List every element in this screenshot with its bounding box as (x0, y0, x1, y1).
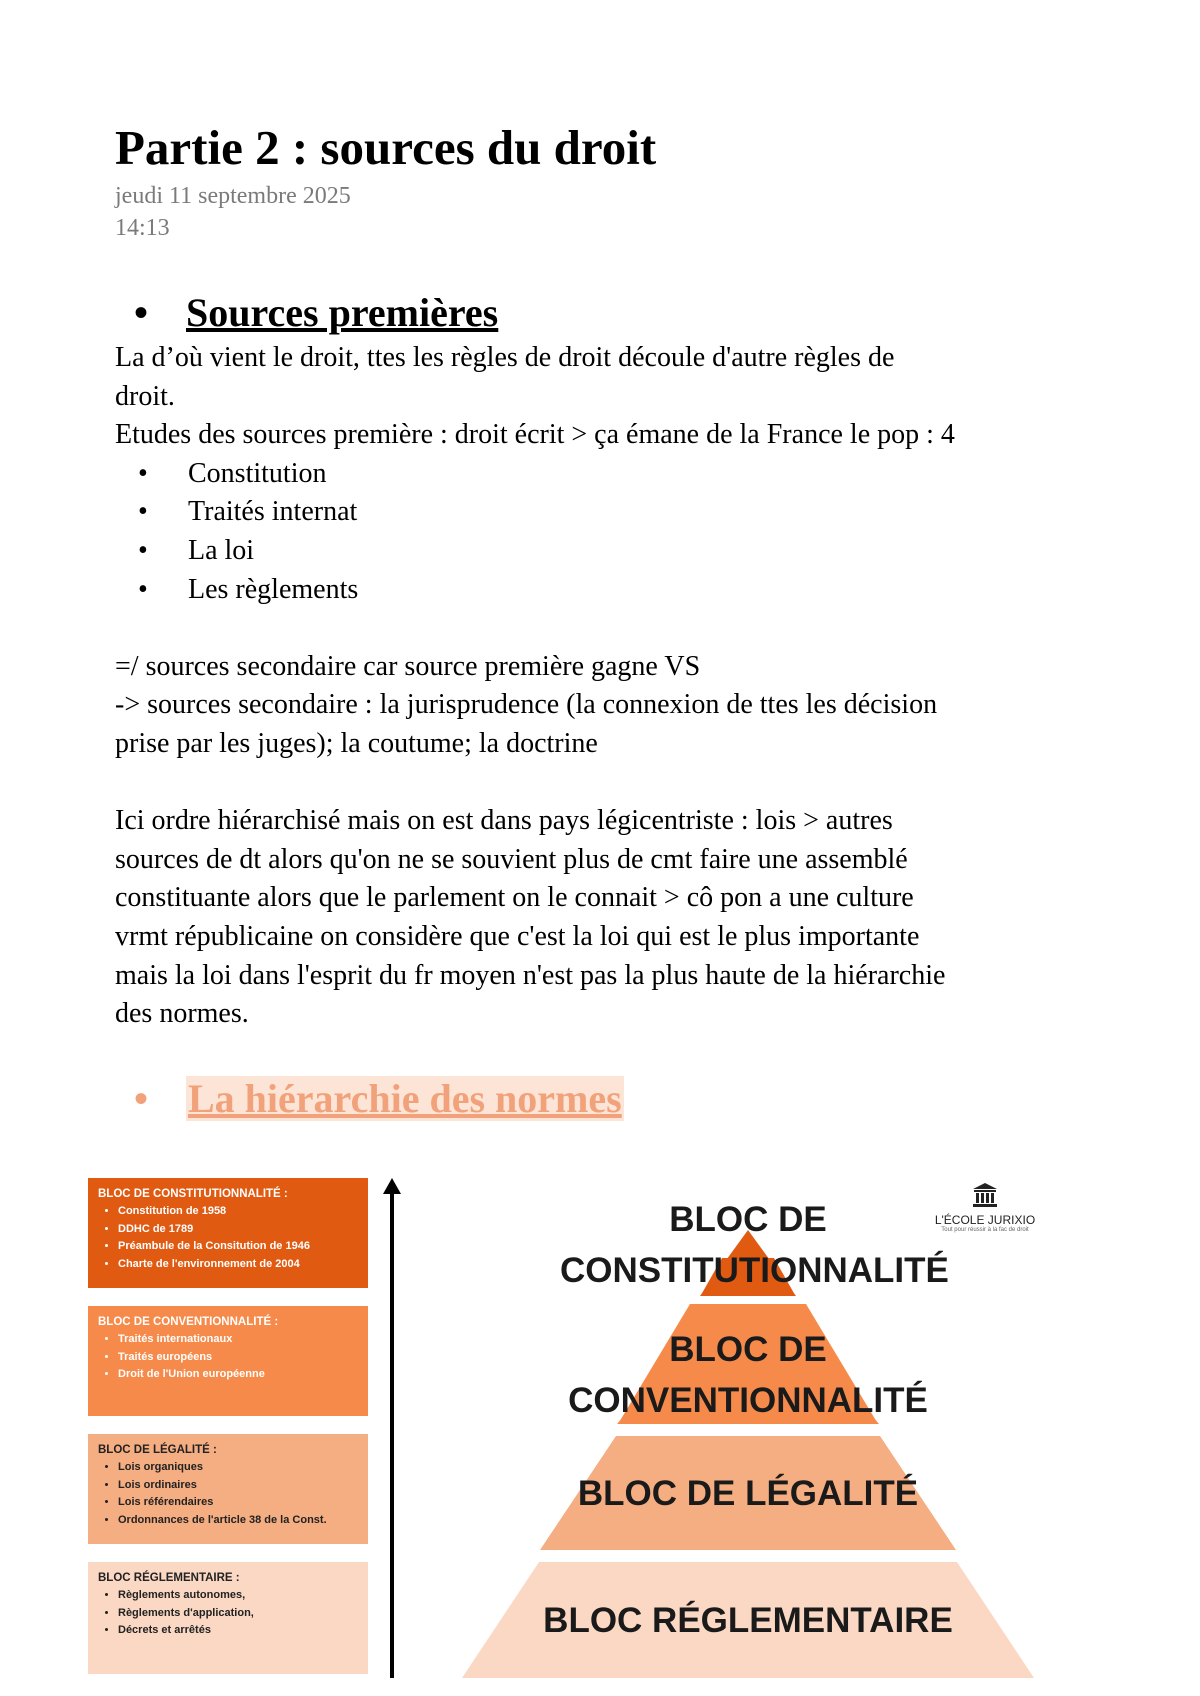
box-title: BLOC DE LÉGALITÉ : (98, 1444, 217, 1456)
box-item: • Décrets et arrêtés (118, 1622, 358, 1640)
box-item: • Lois organiques (118, 1459, 358, 1477)
bullet-icon: • (134, 1076, 149, 1121)
paragraph-line: mais la loi dans l'esprit du fr moyen n'est pas la plus haute de la hiérarchie (115, 959, 946, 991)
paragraph-line: -> sources secondaire : la jurisprudence (la connexion de ttes les décision (115, 689, 938, 721)
page-title: Partie 2 : sources du droit (115, 120, 657, 175)
sources-list (115, 455, 1095, 609)
box-item: • Traités européens (118, 1349, 358, 1367)
list-item: • La loi (115, 532, 1095, 571)
paragraph-line: droit. (115, 380, 175, 412)
list-item: • Traités internat (115, 493, 1095, 532)
box-item: • DDHC de 1789 (118, 1221, 358, 1239)
paragraph-line: Etudes des sources première : droit écrit > ça émane de la France le pop : 4 (115, 419, 955, 451)
box-item: • Préambule de la Consitution de 1946 (118, 1238, 358, 1256)
section-body (115, 339, 1095, 1034)
list-item: • Constitution (115, 455, 1095, 494)
logo (930, 1182, 1040, 1233)
box-item: • Lois référendaires (118, 1494, 358, 1512)
heading-sources-premieres: • Sources premières (134, 288, 498, 338)
paragraph-line: des normes. (115, 998, 249, 1030)
hierarchy-infographic (88, 1178, 1048, 1678)
pyramid-label-1b: CONSTITUTIONNALITÉ (560, 1251, 949, 1290)
pyramid-label-2b: CONVENTIONNALITÉ (568, 1381, 928, 1420)
pyramid-label-2a: BLOC DE (669, 1330, 827, 1369)
box-item: • Charte de l'environnement de 2004 (118, 1256, 358, 1274)
page-time: 14:13 (115, 215, 170, 241)
box-item: • Lois ordinaires (118, 1477, 358, 1495)
box-item: • Traités internationaux (118, 1331, 358, 1349)
paragraph-line: constituante alors que le parlement on le connait > cô pon a une culture (115, 882, 914, 914)
box-item: • Ordonnances de l'article 38 de la Const. (118, 1512, 358, 1530)
paragraph-line: sources de dt alors qu'on ne se souvient plus de cmt faire une assemblé (115, 843, 908, 875)
page-date: jeudi 11 septembre 2025 (115, 183, 351, 209)
list-item: • Les règlements (115, 571, 1095, 610)
pyramid-label-4: BLOC RÉGLEMENTAIRE (543, 1601, 953, 1640)
paragraph-line: =/ sources secondaire car source première gagne VS (115, 650, 701, 682)
box-title: BLOC DE CONVENTIONNALITÉ : (98, 1316, 279, 1328)
paragraph-line: vrmt républicaine on considère que c'est la loi qui est le plus importante (115, 920, 920, 952)
paragraph-line: Ici ordre hiérarchisé mais on est dans pays légicentriste : lois > autres (115, 805, 893, 837)
logo-name: L'ÉCOLE JURIXIO (934, 1213, 1036, 1227)
box-item: • Droit de l'Union européenne (118, 1366, 358, 1384)
box-item: • Règlements d'application, (118, 1605, 358, 1623)
box-title: BLOC RÉGLEMENTAIRE : (98, 1572, 240, 1584)
paragraph-line: prise par les juges); la coutume; la doctrine (115, 727, 598, 759)
box-item: • Règlements autonomes, (118, 1587, 358, 1605)
heading-hierarchie: • La hiérarchie des normes (134, 1074, 624, 1124)
pyramid-label-3: BLOC DE LÉGALITÉ (577, 1474, 919, 1513)
logo-tagline: Tout pour réussir à la fac de droit (941, 1227, 1029, 1233)
box-item: • Constitution de 1958 (118, 1203, 358, 1221)
columns-building-icon (972, 1182, 998, 1208)
box-title: BLOC DE CONSTITUTIONNALITÉ : (98, 1188, 288, 1200)
paragraph-line: La d’où vient le droit, ttes les règles de droit découle d'autre règles de (115, 342, 895, 373)
bullet-icon: • (134, 290, 149, 335)
pyramid-label-1a: BLOC DE (669, 1200, 827, 1239)
